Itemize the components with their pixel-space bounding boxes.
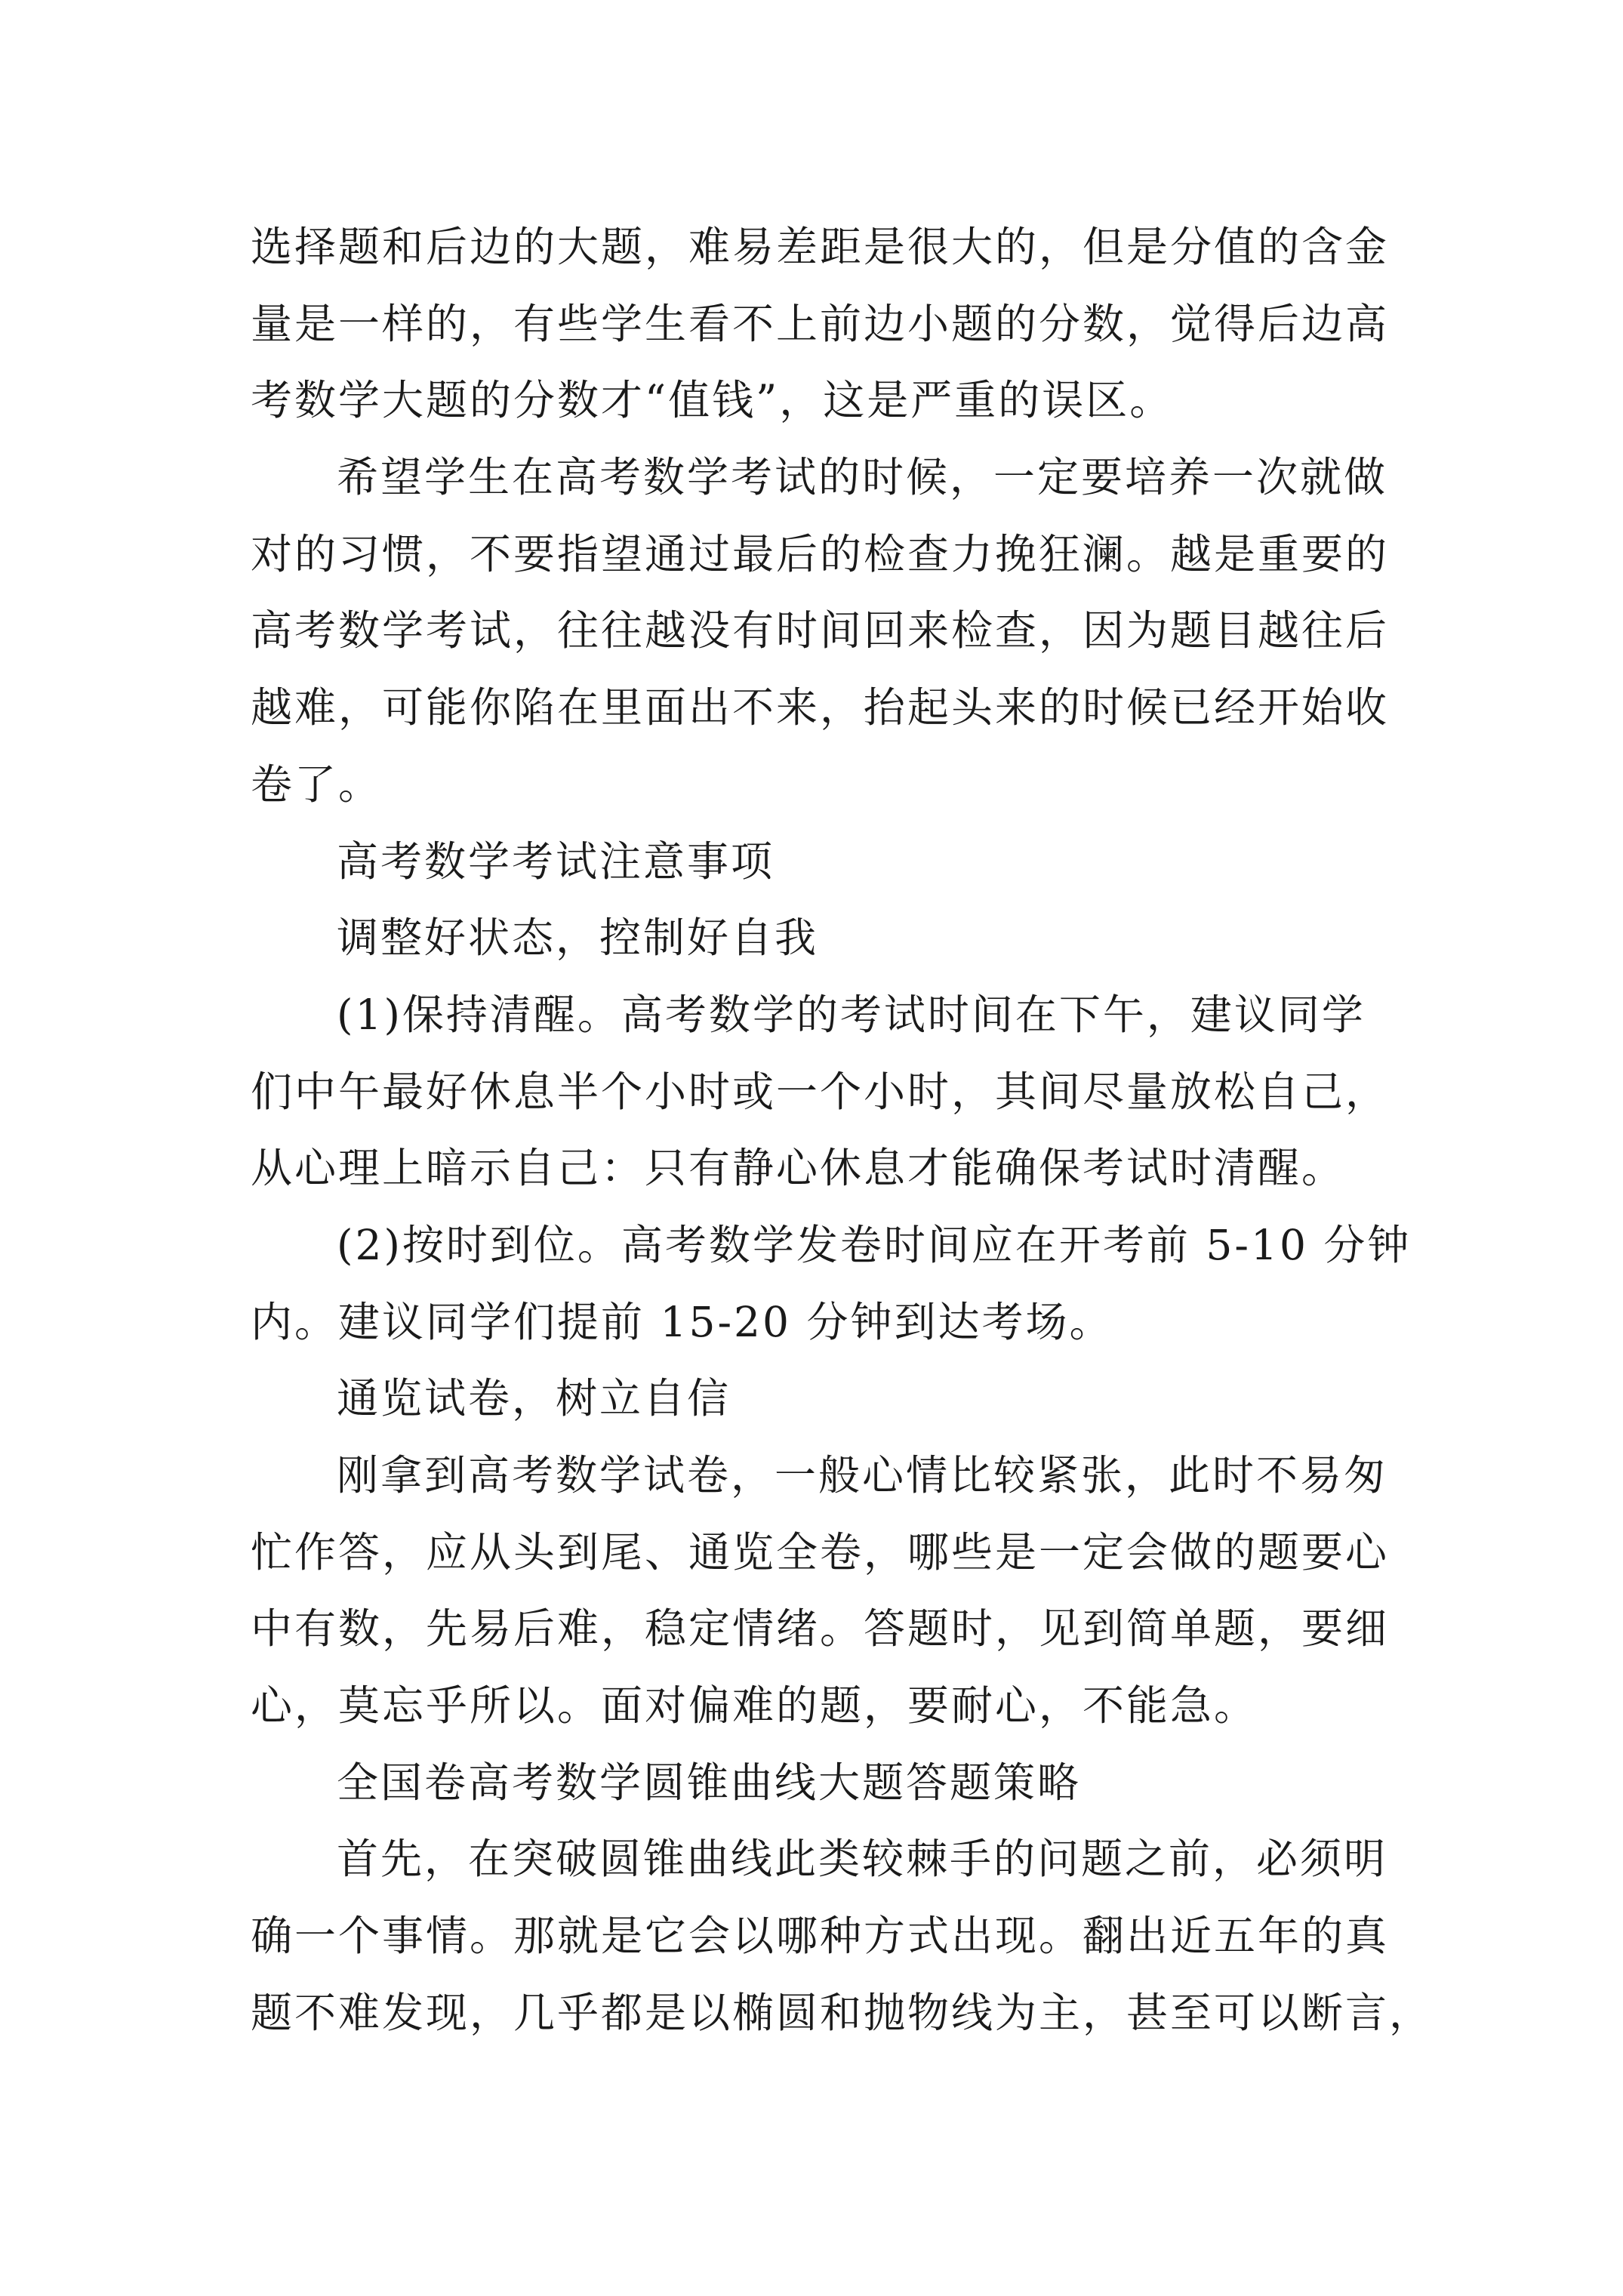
text-line: 内。建议同学们提前 15-20 分钟到达考场。 <box>251 1298 1113 1346</box>
subsection-heading: 通览试卷，树立自信 <box>337 1374 731 1422</box>
section-heading: 全国卷高考数学圆锥曲线大题答题策略 <box>337 1758 1082 1807</box>
text-line: 确一个事情。那就是它会以哪种方式出现。翻出近五年的真 <box>251 1912 1390 1960</box>
paragraph-first-line: (2)按时到位。高考数学发卷时间应在开考前 5-10 分钟 <box>337 1221 1412 1269</box>
text-line: 题不难发现，几乎都是以椭圆和抛物线为主，甚至可以断言， <box>251 1989 1434 2037</box>
paragraph-first-line: 首先，在突破圆锥曲线此类较棘手的问题之前，必须明 <box>337 1835 1388 1883</box>
text-line: 高考数学考试，往往越没有时间回来检查，因为题目越往后 <box>251 606 1390 655</box>
text-line: 量是一样的，有些学生看不上前边小题的分数，觉得后边高 <box>251 300 1390 348</box>
paragraph-first-line: 刚拿到高考数学试卷，一般心情比较紧张，此时不易匆 <box>337 1451 1388 1499</box>
text-line: 心，莫忘乎所以。面对偏难的题，要耐心，不能急。 <box>251 1681 1258 1730</box>
text-line: 越难，可能你陷在里面出不来，抬起头来的时候已经开始收 <box>251 683 1390 732</box>
text-line: 考数学大题的分数才“值钱”，这是严重的误区。 <box>251 376 1174 424</box>
section-heading: 高考数学考试注意事项 <box>337 837 775 886</box>
text-line: 对的习惯，不要指望通过最后的检查力挽狂澜。越是重要的 <box>251 530 1390 578</box>
text-line: 忙作答，应从头到尾、通览全卷，哪些是一定会做的题要心 <box>251 1528 1390 1576</box>
paragraph-first-line: (1)保持清醒。高考数学的考试时间在下午，建议同学 <box>337 991 1366 1039</box>
text-line: 从心理上暗示自己：只有静心休息才能确保考试时清醒。 <box>251 1144 1346 1192</box>
paragraph-first-line: 希望学生在高考数学考试的时候，一定要培养一次就做 <box>337 453 1388 501</box>
text-line: 卷了。 <box>251 760 383 809</box>
text-line: 中有数，先易后难，稳定情绪。答题时，见到简单题，要细 <box>251 1604 1390 1653</box>
text-line: 们中午最好休息半个小时或一个小时，其间尽量放松自己， <box>251 1068 1390 1116</box>
subsection-heading: 调整好状态，控制好自我 <box>337 914 819 962</box>
text-line: 选择题和后边的大题，难易差距是很大的，但是分值的含金 <box>251 223 1390 271</box>
